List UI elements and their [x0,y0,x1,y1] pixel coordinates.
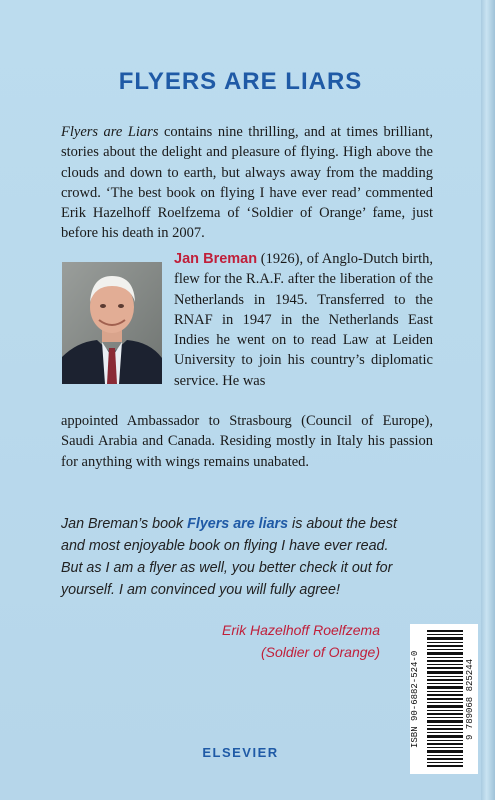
book-title: FLYERS ARE LIARS [118,68,363,95]
quote-book-title: Flyers are liars [187,516,289,532]
author-name: Jan Breman [174,251,258,267]
author-portrait-image [62,262,162,384]
intro-paragraph [61,122,433,244]
endorsement-quote [61,513,411,601]
barcode-bars [427,630,463,768]
quote-author: Erik Hazelhoff Roelfzema [222,622,380,638]
barcode-number: 9 789068 825244 [465,658,475,740]
quote-author-note: (Soldier of Orange) [260,644,380,660]
author-bio [174,249,433,391]
publisher-logo: ELSEVIER [202,745,279,760]
barcode-isbn-label: ISBN 90-6882-524-0 [410,650,420,748]
author-bio-continued: appointed Ambassador to Strasbourg (Council of Europe), Saudi Arabia and Canada. Residing mostly in Italy his passion for anything with wings remains unabated. [61,413,433,470]
bio-text: (1926), of Anglo-Dutch birth, flew for the R.A.F. after the liberation of the Netherlands in 1945. Transferred to the RNAF in 1947 in the Netherlands East Indies he went on to read Law at Leiden University to join his country’s diplomatic service. He was [174,251,433,389]
cover-edge [481,0,495,800]
author-photo [62,262,162,384]
quote-text: is about the best and most enjoyable book on flying I have ever read. But as I am a flyer as well, you better check it out for yourself. I am convinced you will fully agree! [61,516,397,598]
intro-book-title: Flyers are Liars [61,124,159,140]
quote-lead: Jan Breman’s book [61,516,188,532]
intro-text: contains nine thrilling, and at times brilliant, stories about the delight and pleasure of flying. High above the clouds and down to earth, but always away from the madding crowd. ‘The best book on flying I have ever read’ commented Erik Hazelhoff Roelfzema of ‘Soldier of Orange’ fame, just before his death in 2007. [61,124,433,242]
